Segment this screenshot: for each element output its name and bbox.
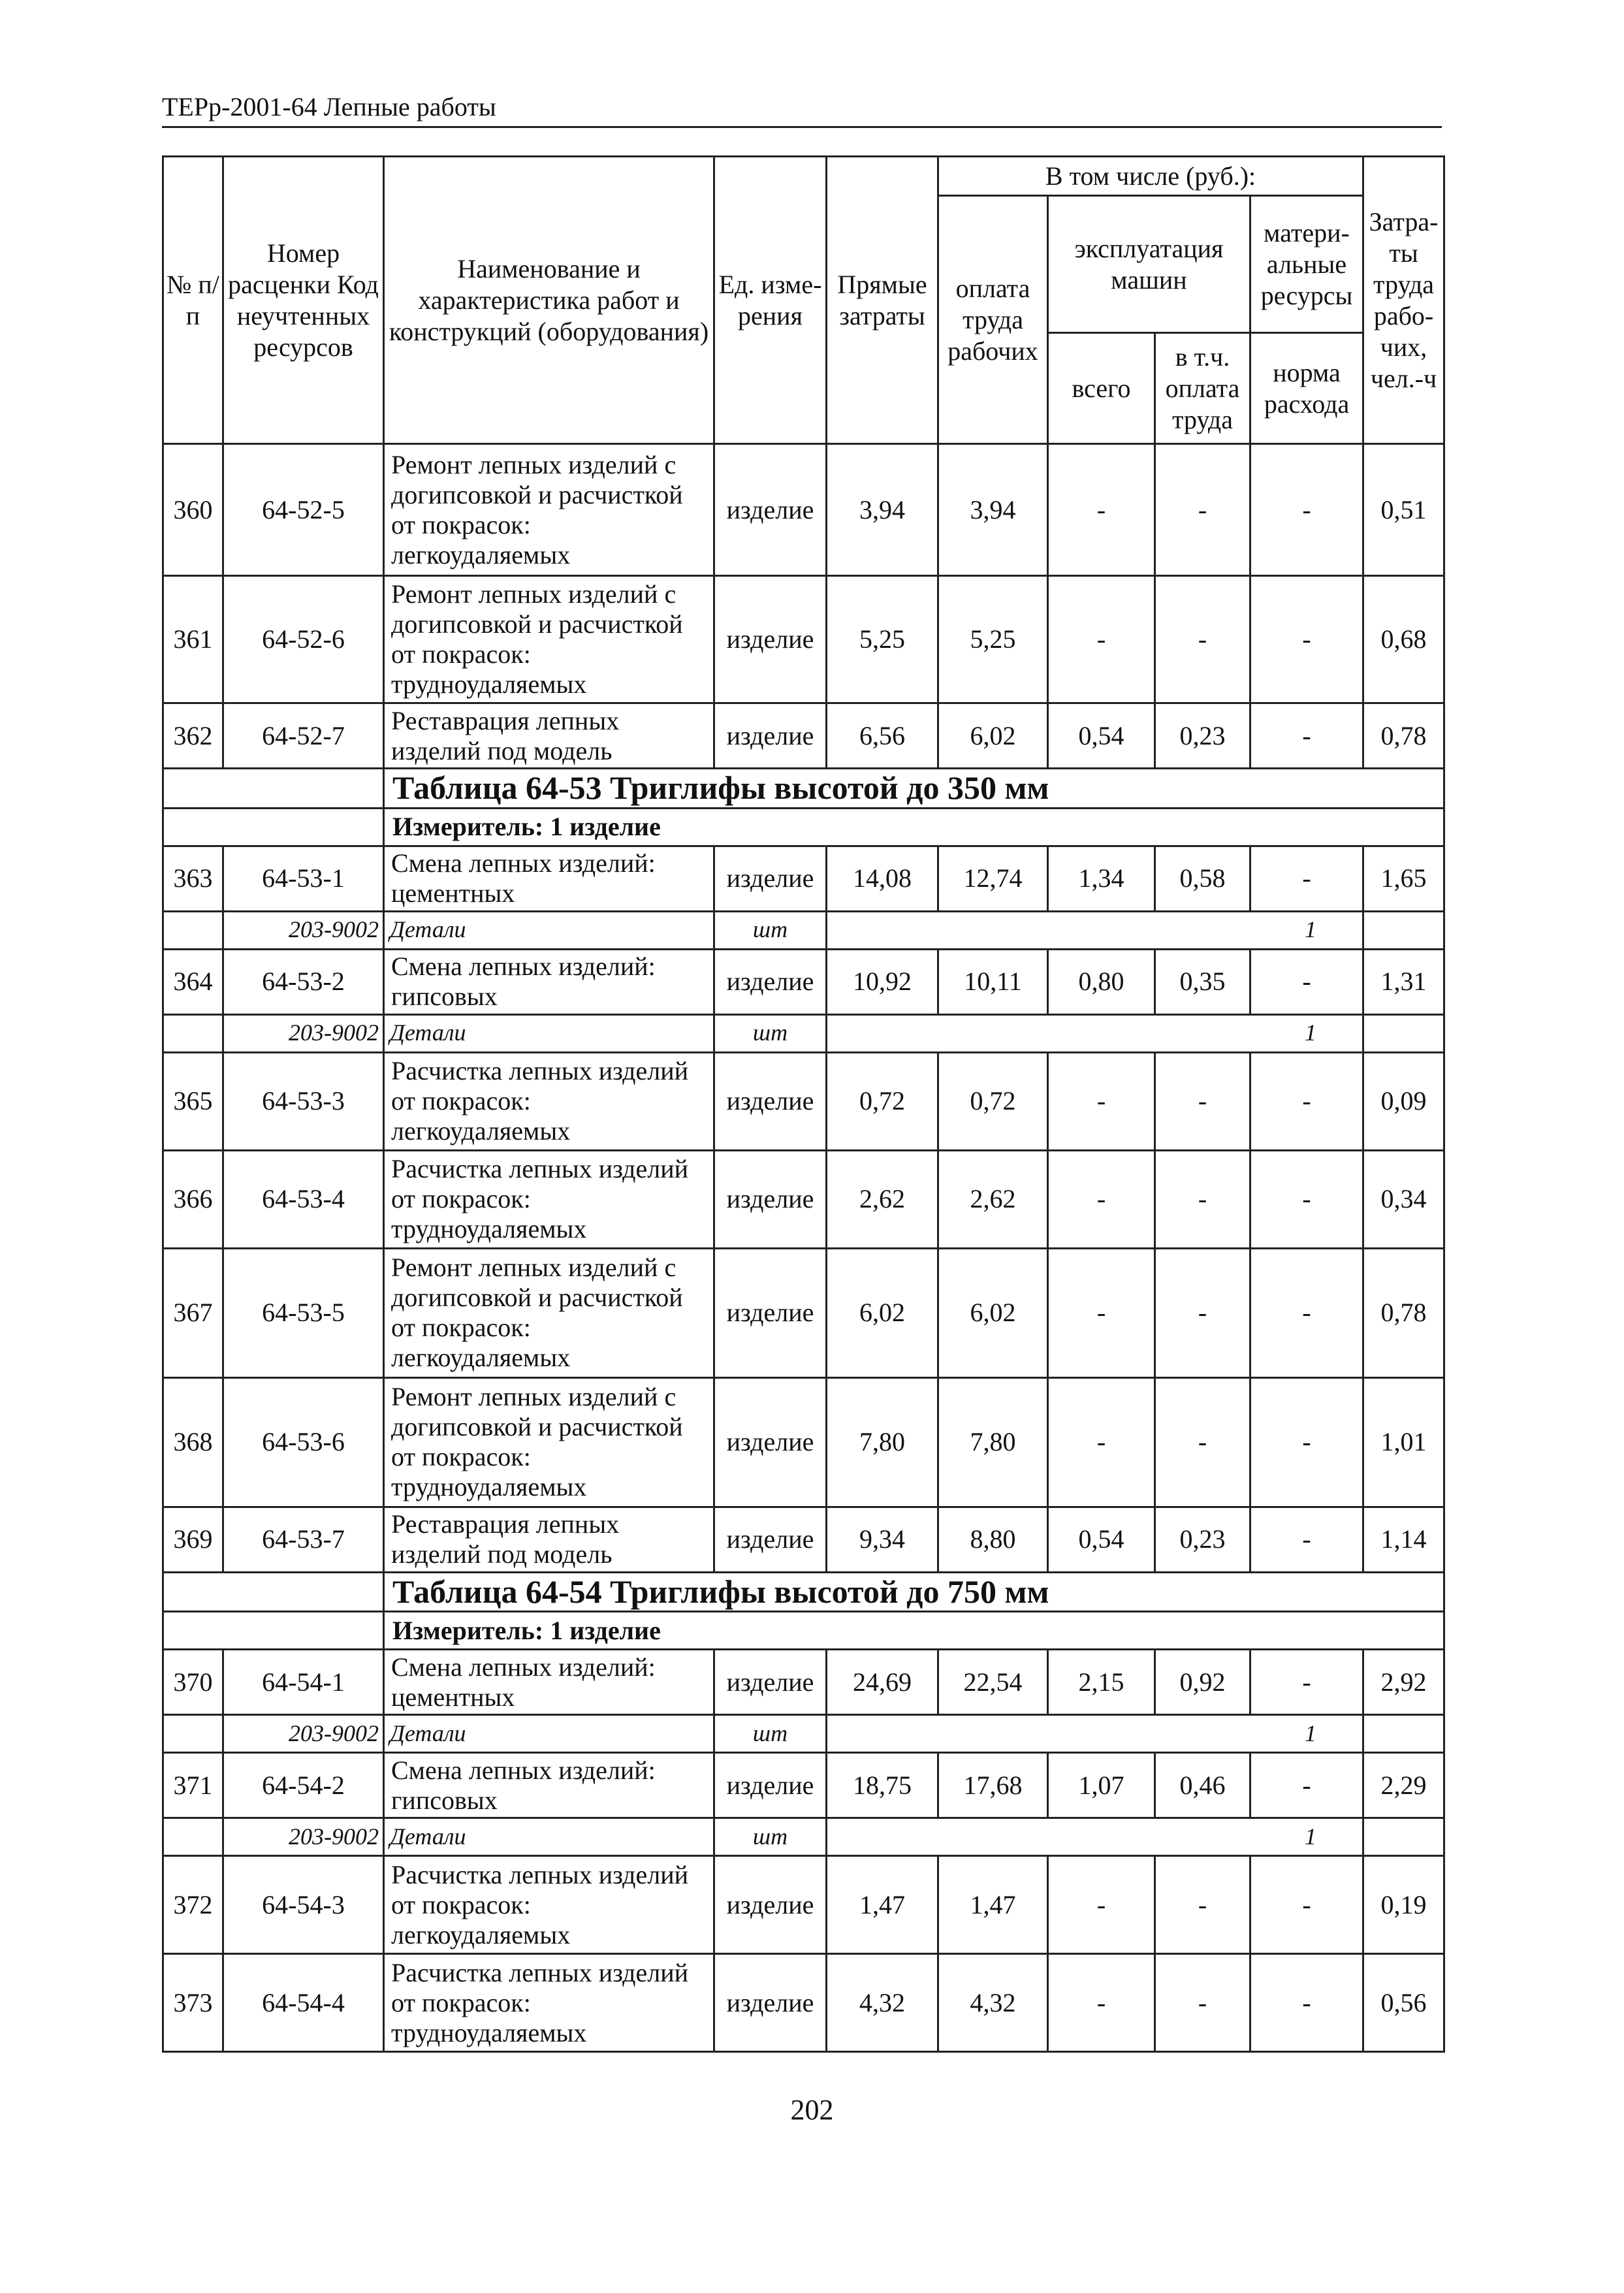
table-row <box>163 1954 1444 2052</box>
direct-costs: 14,08 <box>827 846 938 911</box>
table-body <box>163 157 1444 2052</box>
materials: - <box>1250 1507 1363 1572</box>
empty-cell <box>163 1612 384 1650</box>
col-header-machines: эксплуатация машин <box>1048 196 1250 333</box>
resource-unit: шт <box>714 1715 827 1753</box>
labor-cost-hours: 1,65 <box>1363 846 1444 911</box>
work-description: Расчистка лепных изделий от покрасок: легкоудаляемых <box>384 1856 714 1954</box>
rate-code: 64-53-6 <box>223 1377 384 1507</box>
work-description: Ремонт лепных изделий с догипсовкой и расчисткой от покрасок: трудноудаляемых <box>384 1377 714 1507</box>
rate-code: 64-52-7 <box>223 703 384 769</box>
labor-pay: 6,02 <box>938 703 1048 769</box>
rate-code: 64-53-5 <box>223 1248 384 1377</box>
resource-quantity: 1 <box>827 911 1363 949</box>
work-description: Смена лепных изделий: цементных <box>384 846 714 911</box>
direct-costs: 2,62 <box>827 1150 938 1248</box>
resource-code: 203-9002 <box>223 1014 384 1052</box>
table-row <box>163 444 1444 576</box>
materials: - <box>1250 1248 1363 1377</box>
resource-name: Детали <box>384 911 714 949</box>
unit-of-measure: изделие <box>714 1248 827 1377</box>
resource-quantity: 1 <box>827 1818 1363 1856</box>
work-description: Расчистка лепных изделий от покрасок: трудноудаляемых <box>384 1150 714 1248</box>
resource-code: 203-9002 <box>223 1818 384 1856</box>
labor-pay: 12,74 <box>938 846 1048 911</box>
work-description: Ремонт лепных изделий с догипсовкой и расчисткой от покрасок: трудноудаляемых <box>384 576 714 703</box>
rate-code: 64-54-1 <box>223 1650 384 1715</box>
machines-labor-pay: - <box>1155 576 1250 703</box>
table-row <box>163 1052 1444 1150</box>
direct-costs: 6,02 <box>827 1248 938 1377</box>
machines-total: - <box>1048 444 1155 576</box>
materials: - <box>1250 1856 1363 1954</box>
materials: - <box>1250 846 1363 911</box>
rate-code: 64-53-3 <box>223 1052 384 1150</box>
unit-of-measure: изделие <box>714 1856 827 1954</box>
unit-of-measure: изделие <box>714 1052 827 1150</box>
labor-pay: 4,32 <box>938 1954 1048 2052</box>
resource-quantity: 1 <box>827 1014 1363 1052</box>
row-number: 373 <box>163 1954 223 2052</box>
direct-costs: 3,94 <box>827 444 938 576</box>
unit-of-measure: изделие <box>714 1650 827 1715</box>
machines-total: 0,54 <box>1048 703 1155 769</box>
table-row <box>163 949 1444 1014</box>
labor-cost-hours: 2,92 <box>1363 1650 1444 1715</box>
unit-of-measure: изделие <box>714 703 827 769</box>
machines-total: 0,54 <box>1048 1507 1155 1572</box>
col-header-including: В том числе (руб.): <box>938 157 1363 196</box>
labor-pay: 8,80 <box>938 1507 1048 1572</box>
col-header-machines-total: всего <box>1048 333 1155 444</box>
machines-total: - <box>1048 1052 1155 1150</box>
section-title-row <box>163 769 1444 809</box>
table-row <box>163 703 1444 769</box>
col-header-code: Номер расценки Код неучтенных ресурсов <box>223 157 384 444</box>
col-header-labor-pay: оплата труда рабочих <box>938 196 1048 444</box>
row-number: 372 <box>163 1856 223 1954</box>
rate-code: 64-53-1 <box>223 846 384 911</box>
machines-labor-pay: - <box>1155 1248 1250 1377</box>
row-number: 364 <box>163 949 223 1014</box>
table-row <box>163 846 1444 911</box>
direct-costs: 5,25 <box>827 576 938 703</box>
empty-cell <box>1363 911 1444 949</box>
resource-unit: шт <box>714 1014 827 1052</box>
direct-costs: 6,56 <box>827 703 938 769</box>
machines-total: - <box>1048 1248 1155 1377</box>
row-number: 367 <box>163 1248 223 1377</box>
document-title: ТЕРр-2001-64 Лепные работы <box>162 92 496 121</box>
resource-name: Детали <box>384 1014 714 1052</box>
header-row-1 <box>163 157 1444 196</box>
resource-unit: шт <box>714 911 827 949</box>
resource-name: Детали <box>384 1818 714 1856</box>
unit-of-measure: изделие <box>714 1507 827 1572</box>
table-row <box>163 1753 1444 1818</box>
col-header-labor-cost: Затра-ты труда рабо-чих, чел.-ч <box>1363 157 1444 444</box>
row-number: 370 <box>163 1650 223 1715</box>
labor-pay: 2,62 <box>938 1150 1048 1248</box>
machines-labor-pay: - <box>1155 1954 1250 2052</box>
rate-code: 64-54-3 <box>223 1856 384 1954</box>
resource-row <box>163 1715 1444 1753</box>
labor-pay: 7,80 <box>938 1377 1048 1507</box>
labor-pay: 10,11 <box>938 949 1048 1014</box>
empty-cell <box>163 1818 223 1856</box>
machines-total: 2,15 <box>1048 1650 1155 1715</box>
labor-cost-hours: 0,19 <box>1363 1856 1444 1954</box>
direct-costs: 1,47 <box>827 1856 938 1954</box>
resource-code: 203-9002 <box>223 1715 384 1753</box>
resource-unit: шт <box>714 1818 827 1856</box>
rate-code: 64-54-4 <box>223 1954 384 2052</box>
row-number: 360 <box>163 444 223 576</box>
work-description: Реставрация лепных изделий под модель <box>384 1507 714 1572</box>
empty-cell <box>163 1572 384 1612</box>
col-header-materials: матери-альные ресурсы <box>1250 196 1363 333</box>
machines-total: 1,34 <box>1048 846 1155 911</box>
row-number: 365 <box>163 1052 223 1150</box>
unit-of-measure: изделие <box>714 1150 827 1248</box>
row-number: 369 <box>163 1507 223 1572</box>
table-row <box>163 1377 1444 1507</box>
work-description: Ремонт лепных изделий с догипсовкой и расчисткой от покрасок: легкоудаляемых <box>384 1248 714 1377</box>
table-row <box>163 1248 1444 1377</box>
col-header-direct-costs: Прямые затраты <box>827 157 938 444</box>
unit-of-measure: изделие <box>714 444 827 576</box>
page-number: 202 <box>790 2094 834 2126</box>
work-description: Смена лепных изделий: цементных <box>384 1650 714 1715</box>
machines-total: - <box>1048 1377 1155 1507</box>
direct-costs: 24,69 <box>827 1650 938 1715</box>
materials: - <box>1250 1650 1363 1715</box>
col-header-material-norm: норма расхода <box>1250 333 1363 444</box>
empty-cell <box>163 911 223 949</box>
resource-code: 203-9002 <box>223 911 384 949</box>
work-description: Расчистка лепных изделий от покрасок: легкоудаляемых <box>384 1052 714 1150</box>
machines-total: - <box>1048 1954 1155 2052</box>
empty-cell <box>1363 1014 1444 1052</box>
measure-row <box>163 808 1444 846</box>
machines-total: - <box>1048 1856 1155 1954</box>
labor-cost-hours: 0,78 <box>1363 1248 1444 1377</box>
work-description: Смена лепных изделий: гипсовых <box>384 1753 714 1818</box>
machines-labor-pay: 0,58 <box>1155 846 1250 911</box>
work-description: Смена лепных изделий: гипсовых <box>384 949 714 1014</box>
materials: - <box>1250 1052 1363 1150</box>
table-row <box>163 1507 1444 1572</box>
resource-quantity: 1 <box>827 1715 1363 1753</box>
unit-of-measure: изделие <box>714 1954 827 2052</box>
materials: - <box>1250 949 1363 1014</box>
machines-labor-pay: 0,23 <box>1155 703 1250 769</box>
labor-cost-hours: 0,68 <box>1363 576 1444 703</box>
labor-cost-hours: 0,56 <box>1363 1954 1444 2052</box>
labor-pay: 3,94 <box>938 444 1048 576</box>
unit-of-measure: изделие <box>714 1377 827 1507</box>
direct-costs: 10,92 <box>827 949 938 1014</box>
rates-table <box>162 155 1445 2053</box>
machines-labor-pay: 0,46 <box>1155 1753 1250 1818</box>
direct-costs: 0,72 <box>827 1052 938 1150</box>
labor-cost-hours: 0,78 <box>1363 703 1444 769</box>
labor-pay: 17,68 <box>938 1753 1048 1818</box>
labor-cost-hours: 1,01 <box>1363 1377 1444 1507</box>
labor-cost-hours: 2,29 <box>1363 1753 1444 1818</box>
machines-total: 1,07 <box>1048 1753 1155 1818</box>
empty-cell <box>163 1014 223 1052</box>
machines-labor-pay: - <box>1155 1150 1250 1248</box>
direct-costs: 7,80 <box>827 1377 938 1507</box>
machines-labor-pay: 0,92 <box>1155 1650 1250 1715</box>
direct-costs: 9,34 <box>827 1507 938 1572</box>
machines-labor-pay: - <box>1155 444 1250 576</box>
machines-labor-pay: 0,23 <box>1155 1507 1250 1572</box>
machines-labor-pay: - <box>1155 1377 1250 1507</box>
materials: - <box>1250 1954 1363 2052</box>
measure-unit-label: Измеритель: 1 изделие <box>384 808 1444 846</box>
materials: - <box>1250 444 1363 576</box>
measure-unit-label: Измеритель: 1 изделие <box>384 1612 1444 1650</box>
machines-labor-pay: - <box>1155 1052 1250 1150</box>
materials: - <box>1250 576 1363 703</box>
labor-pay: 22,54 <box>938 1650 1048 1715</box>
machines-labor-pay: 0,35 <box>1155 949 1250 1014</box>
resource-row <box>163 1014 1444 1052</box>
resource-row <box>163 1818 1444 1856</box>
rate-code: 64-53-4 <box>223 1150 384 1248</box>
work-description: Расчистка лепных изделий от покрасок: трудноудаляемых <box>384 1954 714 2052</box>
row-number: 362 <box>163 703 223 769</box>
unit-of-measure: изделие <box>714 949 827 1014</box>
section-title-row <box>163 1572 1444 1612</box>
col-header-num: № п/п <box>163 157 223 444</box>
section-title: Таблица 64-53 Триглифы высотой до 350 мм <box>384 769 1444 809</box>
table-row <box>163 1150 1444 1248</box>
table-row <box>163 1650 1444 1715</box>
col-header-unit: Ед. изме-рения <box>714 157 827 444</box>
unit-of-measure: изделие <box>714 1753 827 1818</box>
labor-cost-hours: 0,51 <box>1363 444 1444 576</box>
machines-total: - <box>1048 1150 1155 1248</box>
resource-row <box>163 911 1444 949</box>
rate-code: 64-54-2 <box>223 1753 384 1818</box>
rate-code: 64-53-7 <box>223 1507 384 1572</box>
materials: - <box>1250 1377 1363 1507</box>
unit-of-measure: изделие <box>714 846 827 911</box>
materials: - <box>1250 1753 1363 1818</box>
machines-labor-pay: - <box>1155 1856 1250 1954</box>
labor-cost-hours: 1,14 <box>1363 1507 1444 1572</box>
unit-of-measure: изделие <box>714 576 827 703</box>
empty-cell <box>1363 1818 1444 1856</box>
row-number: 368 <box>163 1377 223 1507</box>
col-header-machines-pay: в т.ч. оплата труда <box>1155 333 1250 444</box>
table-row <box>163 1856 1444 1954</box>
work-description: Ремонт лепных изделий с догипсовкой и расчисткой от покрасок: легкоудаляемых <box>384 444 714 576</box>
work-description: Реставрация лепных изделий под модель <box>384 703 714 769</box>
labor-cost-hours: 0,34 <box>1363 1150 1444 1248</box>
empty-cell <box>163 769 384 809</box>
measure-row <box>163 1612 1444 1650</box>
row-number: 371 <box>163 1753 223 1818</box>
materials: - <box>1250 703 1363 769</box>
rate-code: 64-52-5 <box>223 444 384 576</box>
materials: - <box>1250 1150 1363 1248</box>
empty-cell <box>163 808 384 846</box>
rate-code: 64-52-6 <box>223 576 384 703</box>
resource-name: Детали <box>384 1715 714 1753</box>
section-title: Таблица 64-54 Триглифы высотой до 750 мм <box>384 1572 1444 1612</box>
table-row <box>163 576 1444 703</box>
labor-pay: 0,72 <box>938 1052 1048 1150</box>
labor-pay: 5,25 <box>938 576 1048 703</box>
row-number: 366 <box>163 1150 223 1248</box>
document-header <box>162 91 1442 128</box>
direct-costs: 4,32 <box>827 1954 938 2052</box>
direct-costs: 18,75 <box>827 1753 938 1818</box>
labor-pay: 6,02 <box>938 1248 1048 1377</box>
labor-pay: 1,47 <box>938 1856 1048 1954</box>
labor-cost-hours: 1,31 <box>1363 949 1444 1014</box>
machines-total: 0,80 <box>1048 949 1155 1014</box>
col-header-name: Наименование и характеристика работ и конструкций (оборудования) <box>384 157 714 444</box>
rate-code: 64-53-2 <box>223 949 384 1014</box>
empty-cell <box>163 1715 223 1753</box>
empty-cell <box>1363 1715 1444 1753</box>
labor-cost-hours: 0,09 <box>1363 1052 1444 1150</box>
row-number: 363 <box>163 846 223 911</box>
row-number: 361 <box>163 576 223 703</box>
machines-total: - <box>1048 576 1155 703</box>
